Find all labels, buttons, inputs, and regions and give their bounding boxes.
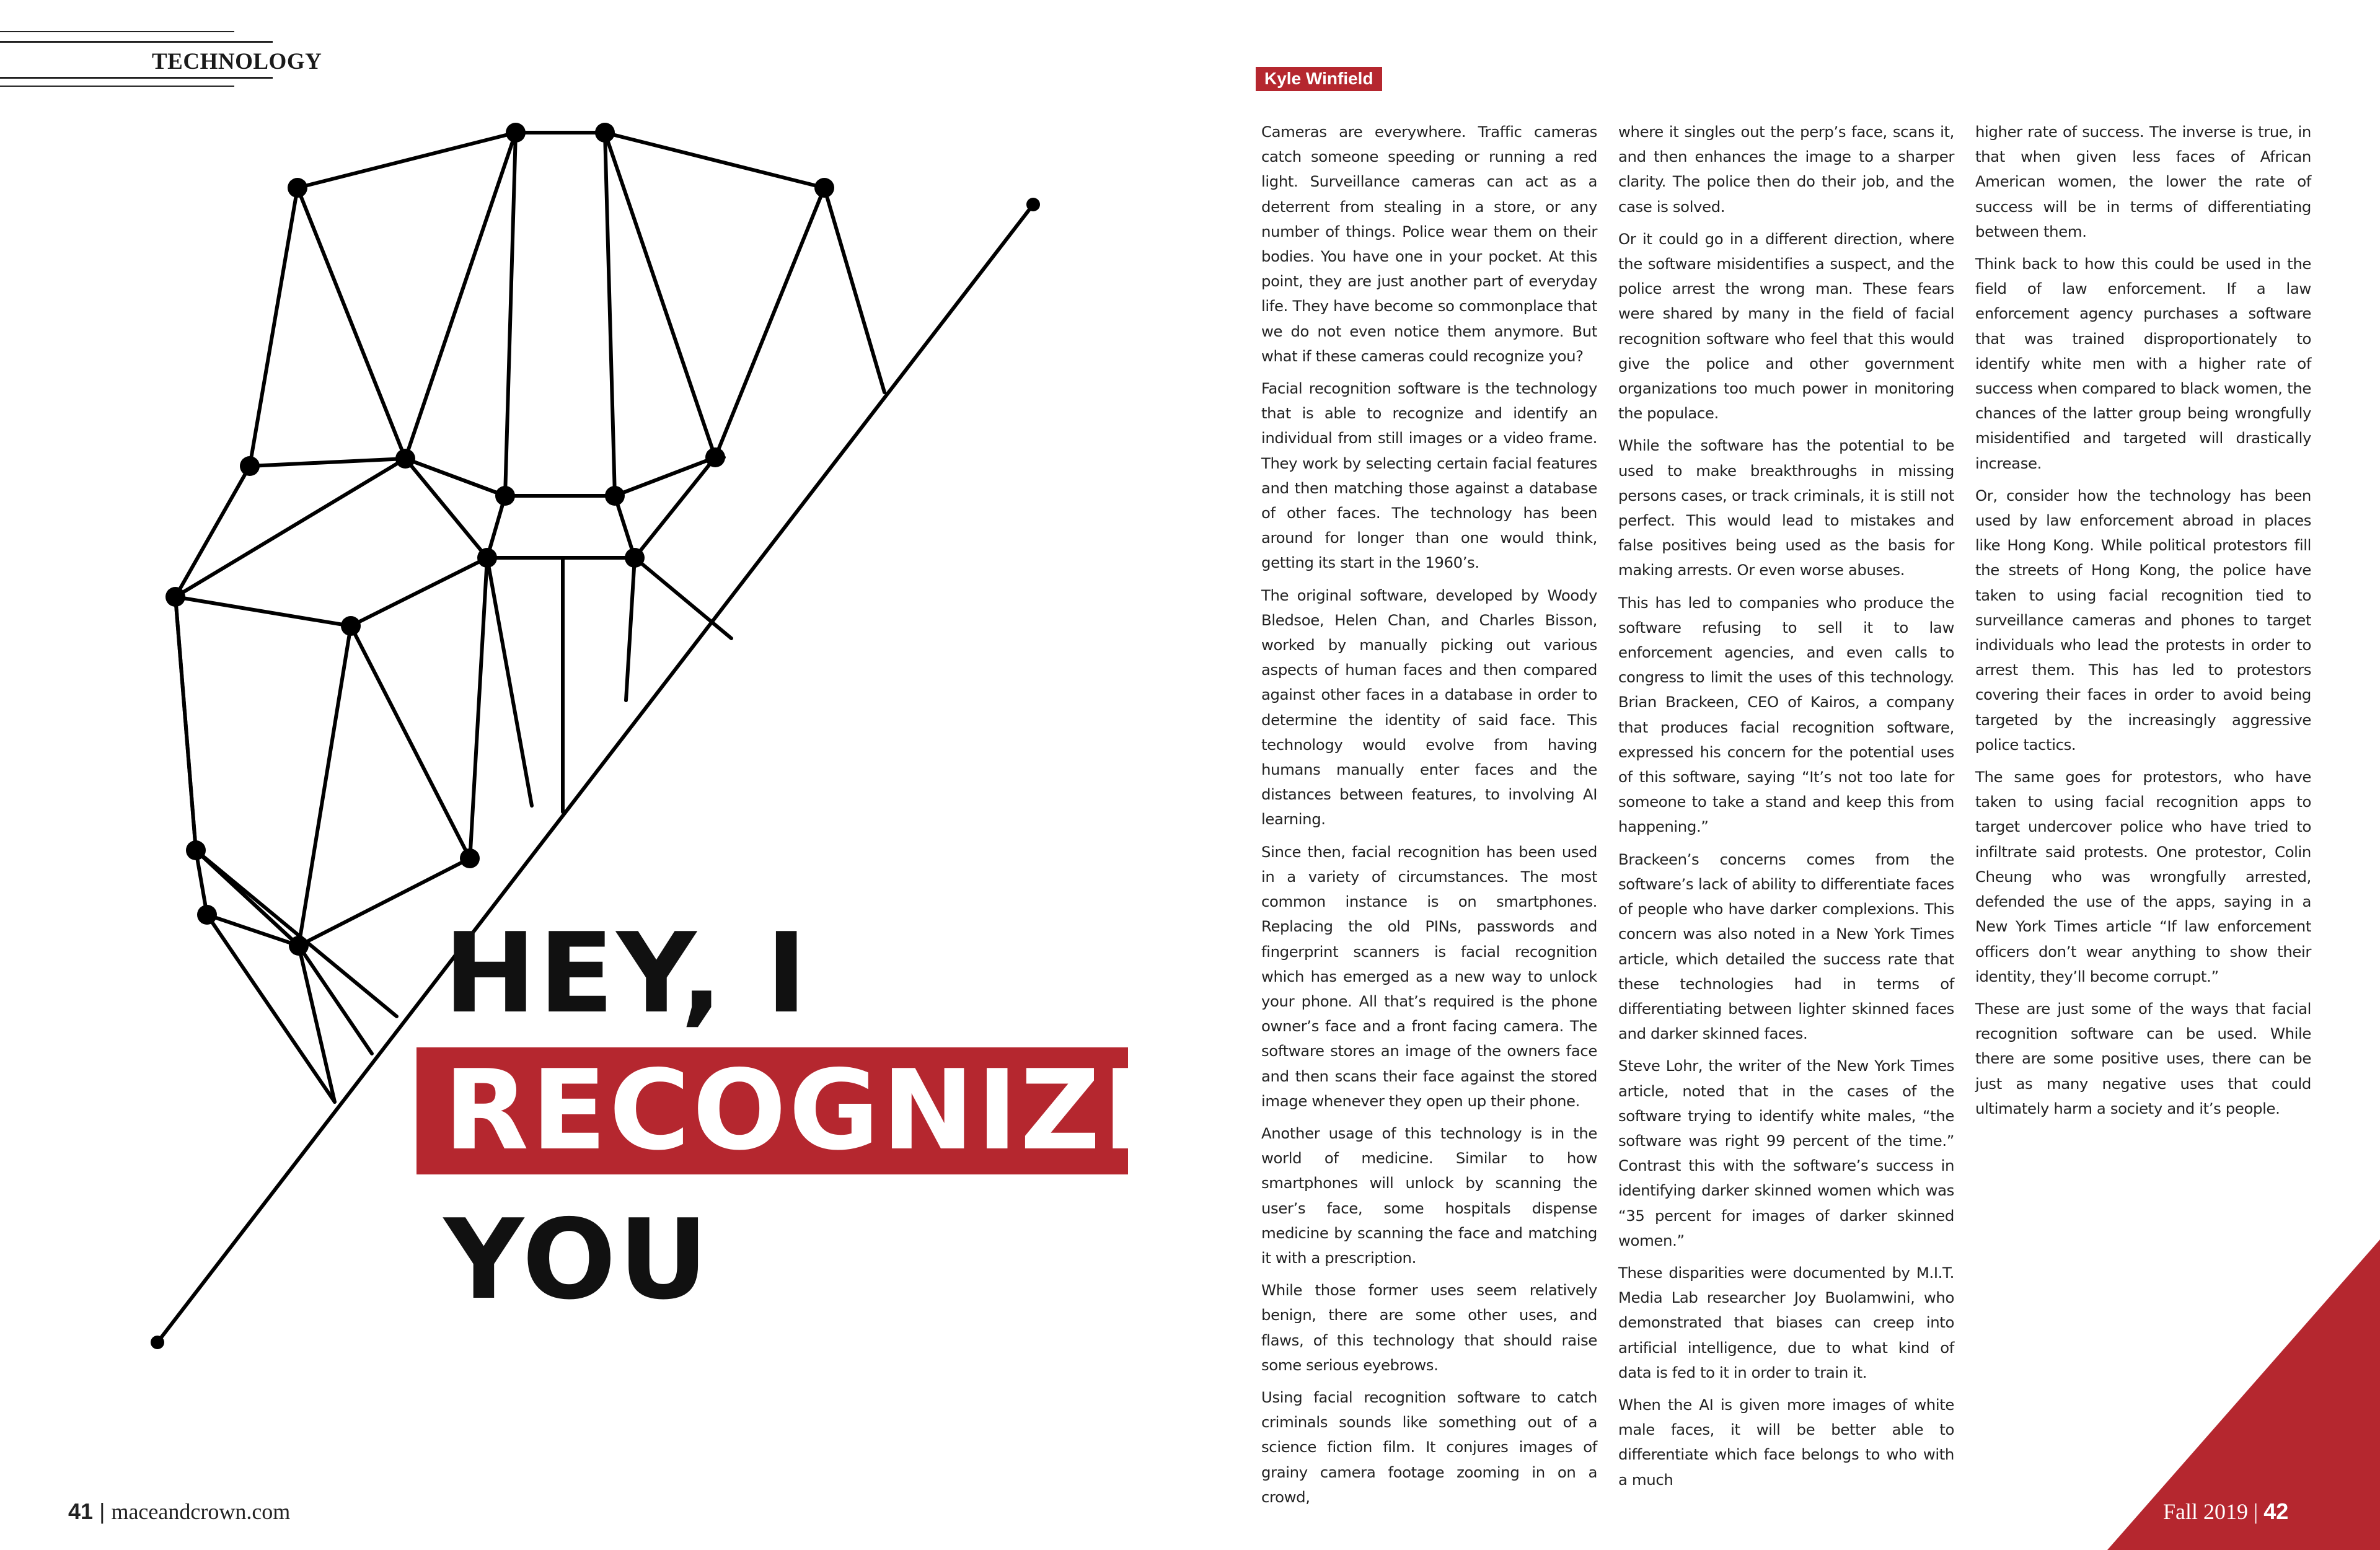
paragraph: While the software has the potential to be used to make breakthroughs in missing persons cases, or track criminals, it is still not perfect. This would lead to mistakes and false positives being used as the basis for making arrests. Or even worse abuses.: [1618, 436, 1954, 579]
paragraph: where it singles out the perp’s face, scans it, and then enhances the image to a sharper clarity. The police then do their job, and the case is solved.: [1618, 123, 1954, 216]
paragraph: Facial recognition software is the technology that is able to recognize and identify an individual from still images or a video frame. They work by selecting certain facial features and then matching those against a database of other faces. The technology has been around for longer than one would think, getting its start in the 1960’s.: [1261, 379, 1597, 572]
article-column-1: [1261, 120, 1597, 1517]
section-label: TECHNOLOGY: [152, 49, 322, 74]
paragraph: higher rate of success. The inverse is true, in that when given less faces of African American women, the lower the rate of success will be in terms of differentiating between them.: [1975, 123, 2311, 240]
paragraph: Brackeen’s concerns comes from the software’s lack of ability to differentiate faces of people who have darker complexions. This concern was also noted in a New York Times article, which detailed the success rate that these technologies had in terms of differentiating between lighter skinned faces and darker skinned faces.: [1618, 850, 1954, 1043]
website-link[interactable]: maceandcrown.com: [111, 1499, 291, 1524]
article-column-3: [1975, 120, 2311, 1129]
paragraph: These are just some of the ways that facial recognition software can be used. While there are some positive uses, there can be just as many negative uses that could ultimately harm a society and it’s people.: [1975, 999, 2311, 1117]
paragraph: These disparities were documented by M.I.T. Media Lab researcher Joy Buolamwini, who demonstrated that biases can creep into artificial intelligence, due to what kind of data is fed to it in order to train it.: [1618, 1263, 1954, 1381]
paragraph: Since then, facial recognition has been used in a variety of circumstances. The most common instance is on smartphones. Replacing the old PINs, passwords and fingerprint scanners is facial recognition which has emerged as a new way to unlock your phone. All that’s required is the phone owner’s face and a front facing camera. The software stores an image of the owners face and then scans their face against the stored image whenever they open up their phone.: [1261, 842, 1597, 1110]
page-number-right: 42: [2263, 1499, 2289, 1524]
paragraph: This has led to companies who produce the software refusing to sell it to law enforcement agencies, and even calls to congress to limit the uses of this technology. Brian Brackeen, CEO of Kairos, a company that produces facial recognition software, expressed his concern for the potential uses of this software, saying “It’s not too late for someone to take a stand and keep this from happening.”: [1618, 593, 1954, 836]
footer-right: [2163, 1499, 2288, 1525]
headline-line-1: HEY, I: [444, 909, 809, 1037]
footer-separator: |: [2254, 1499, 2259, 1524]
footer-separator: |: [99, 1499, 105, 1524]
paragraph: Steve Lohr, the writer of the New York Times article, noted that in the cases of the software trying to identify white males, “the software was right 99 percent of the time.” Contrast this with the software’s success in identifying darker skinned women which was “35 percent for images of darker skinned women.”: [1618, 1057, 1954, 1249]
paragraph: Using facial recognition software to catch criminals sounds like something out of a science fiction film. It conjures images of grainy camera footage zooming in on a crowd,: [1261, 1388, 1597, 1506]
paragraph: Think back to how this could be used in the field of law enforcement. If a law enforcement agency purchases a software that was trained disproportionately to identify white men with a higher rate of success when compared to black women, the chances of the latter group being wrongfully misidentified and targeted will drastically increase.: [1975, 255, 2311, 472]
author-byline: Kyle Winfield: [1256, 67, 1382, 91]
paragraph: The original software, developed by Woody Bledsoe, Helen Chan, and Charles Bisson, worked by manually picking out various aspects of human faces and then compared against other faces in a database in order to determine the identity of said face. This technology would evolve from having humans manually enter faces and the distances between features, to involving AI learning.: [1261, 586, 1597, 829]
paragraph: The same goes for protestors, who have taken to using facial recognition apps to target undercover police who have tried to infiltrate said protests. One protestor, Colin Cheung who was wrongfully arrested, defended the use of the apps, saying in a New York Times article “If law enforcement officers don’t wear anything to show their identity, they’ll become corrupt.”: [1975, 768, 2311, 985]
article-column-2: [1618, 120, 1954, 1500]
paragraph: Or, consider how the technology has been used by law enforcement abroad in places like Hong Kong. While political protestors fill the streets of Hong Kong, the police have taken to using facial recognition tied to surveillance cameras and phones to target individuals who lead the protests in order to arrest them. This has led to protestors covering their faces in order to avoid being targeted by the increasingly aggressive police tactics.: [1975, 486, 2311, 754]
face-recognition-mesh-icon: [0, 0, 1178, 1394]
paragraph: Or it could go in a different direction, where the software misidentifies a suspect, and the police arrest the wrong man. These fears were shared by many in the field of facial recognition software who feel that this would give the police and other government organizations too much power in monitoring the populace.: [1618, 229, 1954, 423]
paragraph: While those former uses seem relatively benign, there are some other uses, and flaws, of this technology that should raise some serious eyebrows.: [1261, 1281, 1597, 1374]
footer-left: [68, 1499, 290, 1525]
paragraph: Cameras are everywhere. Traffic cameras catch someone speeding or running a red light. Surveillance cameras can act as a deterrent from stealing in a store, or any number of things. Police wear them on their bodies. You have one in your pocket. At this point, they are just another part of everyday life. They have become so commonplace that we do not even notice them anymore. But what if these cameras could recognize you?: [1261, 123, 1597, 365]
issue-label: Fall 2019: [2163, 1499, 2249, 1524]
headline-line-3: YOU: [444, 1196, 711, 1324]
headline-line-2: RECOGNIZE: [444, 1046, 1181, 1174]
paragraph: Another usage of this technology is in the world of medicine. Similar to how smartphones will unlock by scanning the user’s face, some hospitals dispense medicine by scanning the face and matching it with a prescription.: [1261, 1124, 1597, 1267]
page-number-left: 41: [68, 1499, 94, 1524]
paragraph: When the AI is given more images of white male faces, it will be better able to differentiate which face belongs to who with a much: [1618, 1395, 1954, 1489]
